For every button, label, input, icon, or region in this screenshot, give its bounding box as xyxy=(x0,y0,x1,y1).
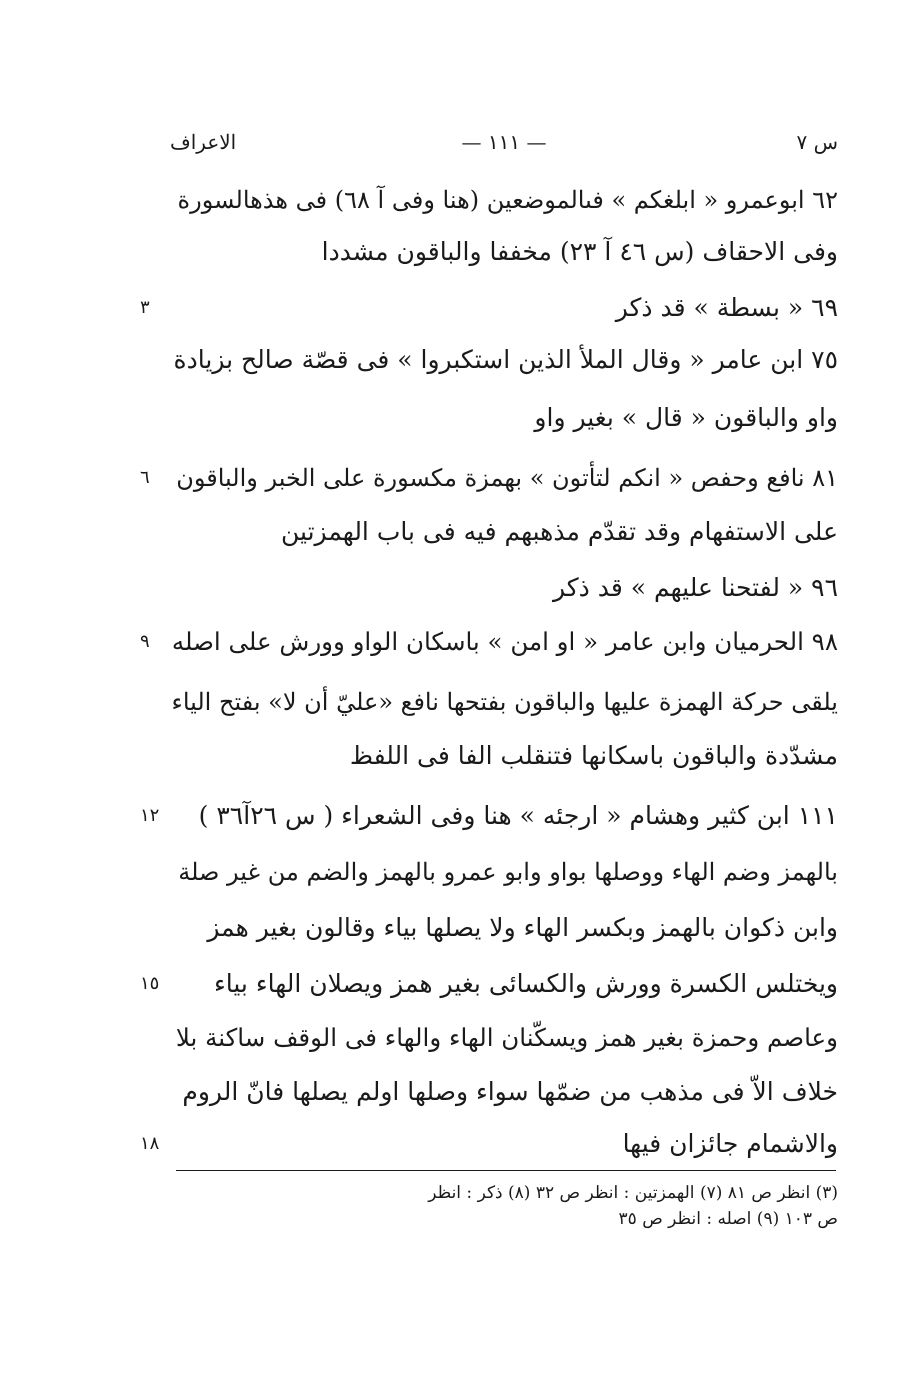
footnote-line: ص ١٠٣ (٩) اصله : انظر ص ٣٥ xyxy=(618,1209,838,1229)
margin-line-number: ١٥ xyxy=(140,973,160,994)
text-line: والاشمام جائزان فيها xyxy=(622,1129,838,1158)
margin-line-number: ٣ xyxy=(140,297,150,318)
text-line: ٩٨ الحرميان وابن عامر « او امن » باسكان الواو وورش على اصله xyxy=(171,627,838,656)
text-line: ٦٩ « بسطة » قد ذكر xyxy=(615,293,838,322)
text-line: ويختلس الكسرة وورش والكسائى بغير همز ويصلان الهاء بياء xyxy=(214,969,838,998)
text-line: وابن ذكوان بالهمز وبكسر الهاء ولا يصلها بياء وقالون بغير همز xyxy=(207,913,838,942)
header-surah-title: الاعراف xyxy=(170,130,237,154)
text-line: ٩٦ « لفتحنا عليهم » قد ذكر xyxy=(552,573,838,602)
text-line: وعاصم وحمزة بغير همز ويسكّنان الهاء والهاء فى الوقف ساكنة بلا xyxy=(175,1023,838,1052)
text-line: يلقى حركة الهمزة عليها والباقون بفتحها نافع «عليّ أن لا» بفتح الياء xyxy=(171,688,838,716)
margin-line-number: ٦ xyxy=(140,467,150,488)
running-header xyxy=(170,130,838,160)
text-line: وفى الاحقاف (س ٤٦ آ ٢٣) مخففا والباقون مشددا xyxy=(321,237,838,266)
text-line: ٧٥ ابن عامر « وقال الملأ الذين استكبروا » فى قصّة صالح بزيادة xyxy=(173,345,838,374)
margin-line-number: ١٨ xyxy=(140,1133,160,1154)
text-line: ٨١ نافع وحفص « انكم لتأتون » بهمزة مكسورة على الخبر والباقون xyxy=(176,464,838,492)
text-line: على الاستفهام وقد تقدّم مذهبهم فيه فى باب الهمزتين xyxy=(281,517,838,546)
text-line: مشدّدة والباقون باسكانها فتنقلب الفا فى اللفظ xyxy=(349,741,838,770)
footnote-line: (٣) انظر ص ٨١ (٧) الهمزتين : انظر ص ٣٢ (٨) ذكر : انظر xyxy=(428,1183,838,1203)
text-line: ١١١ ابن كثير وهشام « ارجئه » هنا وفى الشعراء ( س ٢٦آ٣٦ ) xyxy=(198,801,838,830)
text-line: بالهمز وضم الهاء ووصلها بواو وابو عمرو بالهمز والضم من غير صلة xyxy=(178,858,838,886)
margin-line-number: ٩ xyxy=(140,631,150,652)
header-section-number: س ٧ xyxy=(796,130,838,154)
text-line: خلاف الاّ فى مذهب من ضمّها سواء وصلها اولم يصلها فانّ الروم xyxy=(182,1077,838,1106)
footnote-separator xyxy=(176,1170,836,1171)
text-line: ٦٢ ابوعمرو « ابلغكم » فىالموضعين (هنا وفى آ ٦٨) فى هذهالسورة xyxy=(177,186,838,214)
margin-line-number: ١٢ xyxy=(140,805,160,826)
page-number: — ١١١ — xyxy=(461,130,547,154)
text-line: واو والباقون « قال » بغير واو xyxy=(534,403,838,432)
